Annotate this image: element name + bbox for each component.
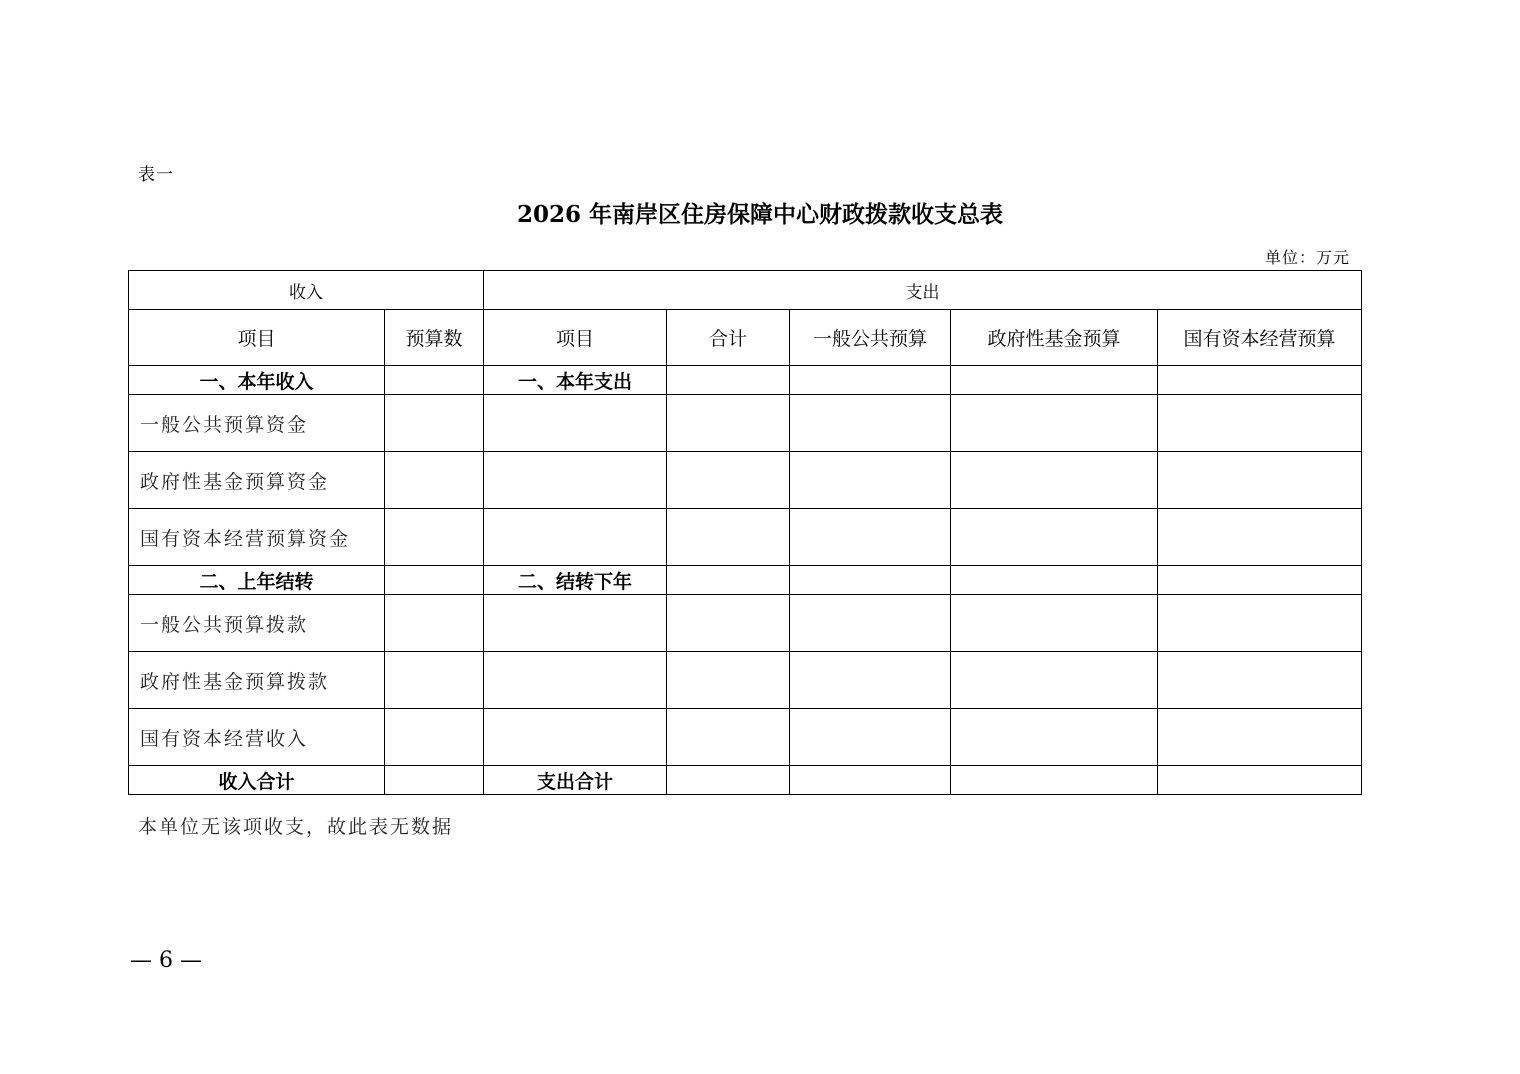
table-row bbox=[129, 566, 1362, 595]
budget-summary-table bbox=[128, 270, 1362, 795]
general-budget-cell bbox=[790, 566, 951, 595]
fund-budget-header: 政府性基金预算 bbox=[951, 310, 1158, 366]
fund-budget-cell bbox=[951, 366, 1158, 395]
income-item-label: 政府性基金预算拨款 bbox=[129, 652, 385, 709]
document-title: 2026 年南岸区住房保障中心财政拨款收支总表 bbox=[516, 201, 1004, 228]
income-item-label: 国有资本经营预算资金 bbox=[129, 509, 385, 566]
general-budget-cell bbox=[790, 652, 951, 709]
income-budget-cell bbox=[385, 566, 484, 595]
income-item-header: 项目 bbox=[129, 310, 385, 366]
general-budget-cell bbox=[790, 509, 951, 566]
general-budget-cell bbox=[790, 452, 951, 509]
state-capital-budget-cell bbox=[1158, 766, 1362, 795]
income-budget-cell bbox=[385, 366, 484, 395]
table-row bbox=[129, 452, 1362, 509]
general-budget-header: 一般公共预算 bbox=[790, 310, 951, 366]
group-header-row bbox=[129, 271, 1362, 310]
income-item-label: 一般公共预算资金 bbox=[129, 395, 385, 452]
expense-item-cell bbox=[484, 709, 667, 766]
total-cell bbox=[667, 652, 790, 709]
fund-budget-cell bbox=[951, 452, 1158, 509]
state-capital-budget-header: 国有资本经营预算 bbox=[1158, 310, 1362, 366]
table-row bbox=[129, 366, 1362, 395]
table-row bbox=[129, 652, 1362, 709]
expense-section-label: 一、本年支出 bbox=[484, 366, 667, 395]
income-item-label: 政府性基金预算资金 bbox=[129, 452, 385, 509]
income-budget-cell bbox=[385, 652, 484, 709]
fund-budget-cell bbox=[951, 766, 1158, 795]
income-budget-cell bbox=[385, 709, 484, 766]
income-group-header: 收入 bbox=[129, 271, 484, 310]
table-row bbox=[129, 595, 1362, 652]
total-cell bbox=[667, 366, 790, 395]
expense-item-cell bbox=[484, 452, 667, 509]
totals-row bbox=[129, 766, 1362, 795]
income-budget-cell bbox=[385, 595, 484, 652]
total-cell bbox=[667, 395, 790, 452]
income-budget-header: 预算数 bbox=[385, 310, 484, 366]
table-row bbox=[129, 395, 1362, 452]
state-capital-budget-cell bbox=[1158, 452, 1362, 509]
expense-group-header: 支出 bbox=[484, 271, 1362, 310]
total-cell bbox=[667, 566, 790, 595]
general-budget-cell bbox=[790, 366, 951, 395]
income-budget-cell bbox=[385, 395, 484, 452]
total-header: 合计 bbox=[667, 310, 790, 366]
fund-budget-cell bbox=[951, 709, 1158, 766]
total-cell bbox=[667, 509, 790, 566]
income-section-label: 二、上年结转 bbox=[129, 566, 385, 595]
fund-budget-cell bbox=[951, 595, 1158, 652]
state-capital-budget-cell bbox=[1158, 395, 1362, 452]
fund-budget-cell bbox=[951, 509, 1158, 566]
table-row bbox=[129, 509, 1362, 566]
income-total-label: 收入合计 bbox=[129, 766, 385, 795]
income-budget-cell bbox=[385, 766, 484, 795]
expense-item-cell bbox=[484, 395, 667, 452]
total-cell bbox=[667, 766, 790, 795]
expense-item-cell bbox=[484, 595, 667, 652]
fund-budget-cell bbox=[951, 566, 1158, 595]
income-budget-cell bbox=[385, 452, 484, 509]
general-budget-cell bbox=[790, 709, 951, 766]
state-capital-budget-cell bbox=[1158, 366, 1362, 395]
income-item-label: 国有资本经营收入 bbox=[129, 709, 385, 766]
table-label: 表一 bbox=[138, 165, 174, 185]
general-budget-cell bbox=[790, 595, 951, 652]
state-capital-budget-cell bbox=[1158, 652, 1362, 709]
table-note: 本单位无该项收支，故此表无数据 bbox=[138, 816, 454, 838]
state-capital-budget-cell bbox=[1158, 566, 1362, 595]
total-cell bbox=[667, 452, 790, 509]
expense-item-header: 项目 bbox=[484, 310, 667, 366]
general-budget-cell bbox=[790, 395, 951, 452]
income-budget-cell bbox=[385, 509, 484, 566]
total-cell bbox=[667, 709, 790, 766]
total-cell bbox=[667, 595, 790, 652]
expense-item-cell bbox=[484, 652, 667, 709]
income-item-label: 一般公共预算拨款 bbox=[129, 595, 385, 652]
expense-section-label: 二、结转下年 bbox=[484, 566, 667, 595]
fund-budget-cell bbox=[951, 652, 1158, 709]
state-capital-budget-cell bbox=[1158, 709, 1362, 766]
expense-item-cell bbox=[484, 509, 667, 566]
fund-budget-cell bbox=[951, 395, 1158, 452]
state-capital-budget-cell bbox=[1158, 595, 1362, 652]
expense-total-label: 支出合计 bbox=[484, 766, 667, 795]
page-number: — 6 — bbox=[130, 948, 202, 973]
state-capital-budget-cell bbox=[1158, 509, 1362, 566]
unit-label: 单位：万元 bbox=[1264, 248, 1350, 267]
column-header-row bbox=[129, 310, 1362, 366]
table-row bbox=[129, 709, 1362, 766]
general-budget-cell bbox=[790, 766, 951, 795]
income-section-label: 一、本年收入 bbox=[129, 366, 385, 395]
